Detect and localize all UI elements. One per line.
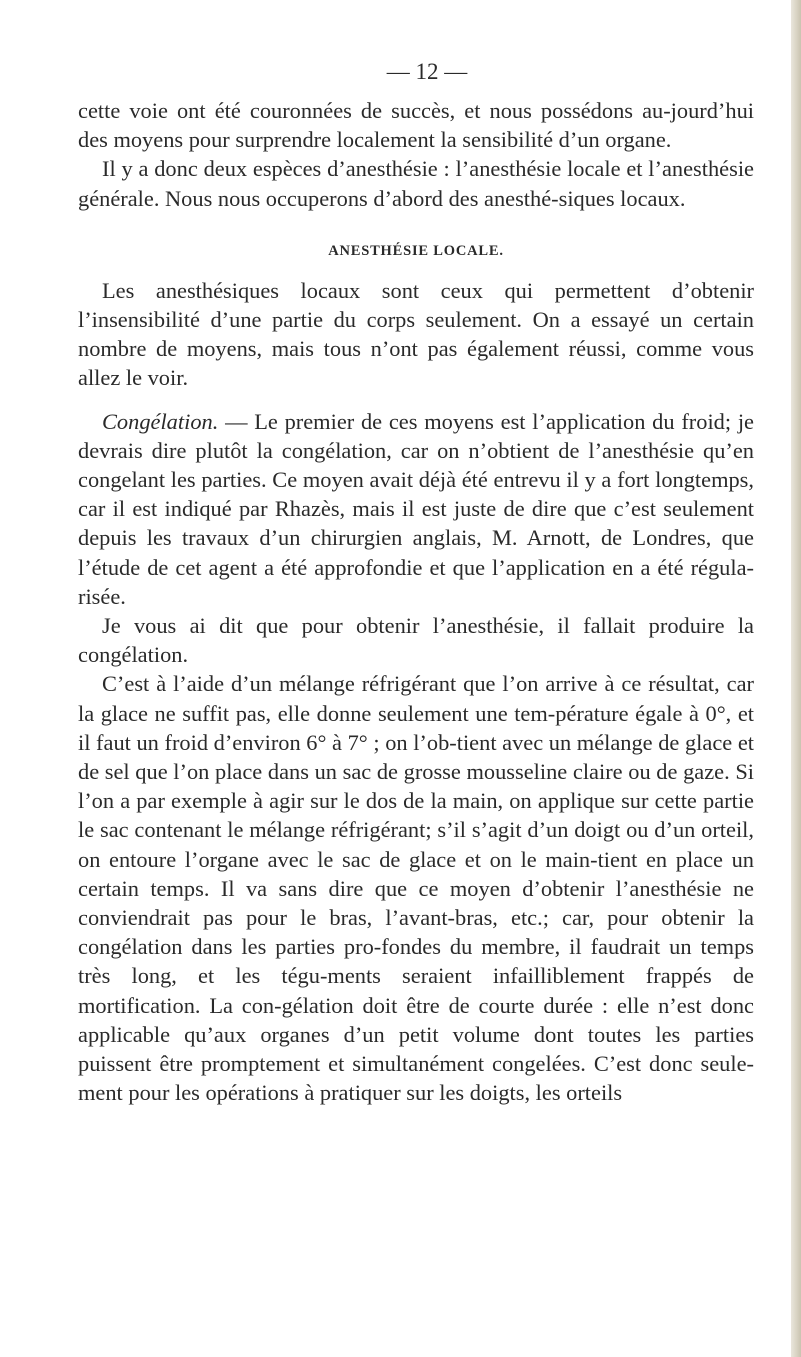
section-heading: ANESTHÉSIE LOCALE. (328, 242, 504, 259)
paragraph-anesthesia-types: Il y a donc deux espèces d’anesthésie : l’anesthésie locale et l’anesthésie générale. Nous nous occuperons d’abord des anesthé-siques locaux. (78, 156, 754, 211)
paragraph-continuation: cette voie ont été couronnées de succès, et nous possédons au-jourd’hui des moyens pour surprendre localement la sensibilité d’un organe. (78, 98, 754, 153)
paragraph-congelation (78, 407, 754, 611)
paragraph-refrigerant-mixture: C’est à l’aide d’un mélange réfrigérant que l’on arrive à ce résultat, car la glace ne suffit pas, elle donne seulement une tem-pérature égale à 0°, et il faut un froid d’environ 6° à 7° ; on l’ob-tient avec un mélange de glace et de sel que l’on place dans un sac de grosse mousseline claire ou de gaze. Si l’on a par exemple à agir sur le dos de la main, on applique sur cette partie le sac contenant le mélange réfrigérant; s’il s’agit d’un doigt ou d’un orteil, on entoure l’organe avec le sac de glace et on le main-tient en place un certain temps. Il va sans dire que ce moyen d’obtenir l’anesthésie ne conviendrait pas pour le bras, l’avant-bras, etc.; car, pour obtenir la congélation dans les parties pro-fondes du membre, il faudrait un temps très long, et les tégu-ments seraient infailliblement frappés de mortification. La con-gélation doit être de courte durée : elle n’est donc applicable qu’aux organes d’un petit volume dont toutes les parties puissent être promptement et simultanément congelées. C’est donc seule-ment pour les opérations à pratiquer sur les doigts, les orteils (78, 671, 754, 1106)
paragraph-congelation-title: Congélation. (102, 408, 219, 434)
paragraph-congelation-text: — Le premier de ces moyens est l’application du froid; je devrais dire plutôt la congélation, car on n’obtient de l’anesthésie qu’en congelant les parties. Ce moyen avait déjà été entrevu il y a fort longtemps, car il est indiqué par Rhazès, mais il est juste de dire que c’est seulement depuis les travaux d’un chirurgien anglais, M. Arnott, de Londres, que l’étude de cet agent a été approfondie et que l’application en a été régula-risée. (78, 408, 754, 609)
paragraph-produce-congelation: Je vous ai dit que pour obtenir l’anesthésie, il fallait produire la congélation. (78, 613, 754, 668)
page-number: — 12 — (386, 59, 468, 84)
scan-page-edge (791, 0, 801, 1357)
paragraph-local-anesthetics: Les anesthésiques locaux sont ceux qui permettent d’obtenir l’insensibilité d’une partie du corps seulement. On a essayé un certain nombre de moyens, mais tous n’ont pas également réussi, comme vous allez le voir. (78, 277, 754, 391)
book-page (78, 58, 754, 1108)
